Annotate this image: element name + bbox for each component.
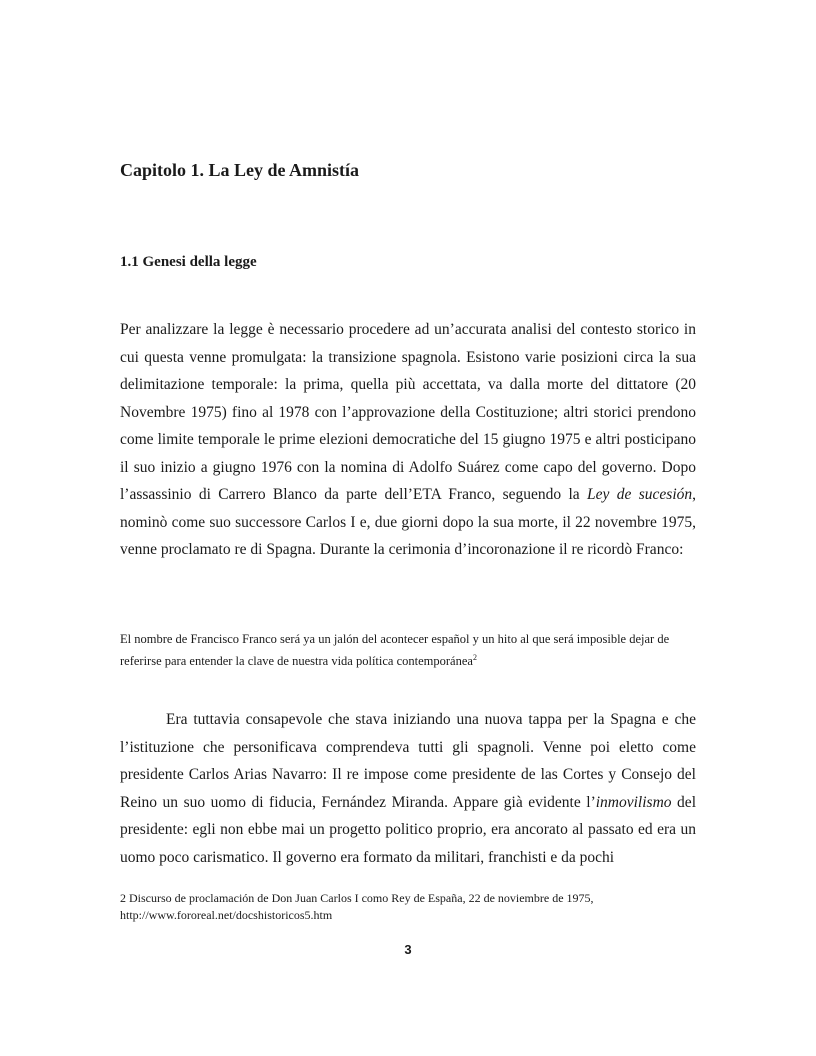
- footnote-reference[interactable]: 2: [472, 652, 477, 662]
- footnote-divider: [120, 880, 280, 881]
- italic-term: inmovilismo: [595, 793, 672, 811]
- italic-term: Ley de sucesión: [587, 486, 693, 503]
- paragraph-text: , nominò come suo successore Carlos I e, due giorni dopo la sua morte, il 22 novembre 1975, venne proclamato re di Spagna. Durante la cerimonia d’incoronazione il re ricordò Franco:: [120, 486, 697, 558]
- paragraph-text: Era tuttavia consapevole che stava iniziando una nuova tappa per la Spagna e che l’istituzione che personificava comprendeva tutti gli spagnoli. Venne poi eletto come presidente Carlos Arias Navarro: Il re impose come presidente de las Cortes y Consejo del Reino un suo uomo di fiducia, Fernández Miranda. Appare già evidente l’: [120, 711, 696, 811]
- page-number: 3: [404, 942, 412, 957]
- section-title: 1.1 Genesi della legge: [120, 254, 257, 270]
- chapter-title: Capitolo 1. La Ley de Amnistía: [120, 160, 360, 180]
- paragraph-text: Per analizzare la legge è necessario procedere ad un’accurata analisi del contesto storico in cui questa venne promulgata: la transizione spagnola. Esistono varie posizioni circa la sua delimitazione temporale: la prima, quella più accettata, va dalla morte del dittatore (20 Novembre 1975) fino al 1978 con l’approvazione della Costituzione; altri storici prendono come limite temporale le prime elezioni democratiche del 15 giugno 1975 e altri posticipano il suo inizio a giugno 1976 con la nomina di Adolfo Suárez come capo del governo. Dopo l’assassinio di Carrero Blanco da parte dell’ETA Franco, seguendo la: [120, 321, 696, 503]
- body-paragraph-2: [120, 706, 696, 871]
- block-quote: [120, 628, 700, 672]
- footnote-link[interactable]: http://www.fororeal.net/docshistoricos5.htm: [120, 908, 333, 922]
- body-paragraph-1: [120, 316, 696, 564]
- footnote: [120, 890, 700, 924]
- paragraph-text: del presidente: egli non ebbe mai un progetto politico proprio, era ancorato al passato ed era un uomo poco carismatico. Il governo era formato da militari, franchisti e da pochi: [120, 793, 696, 866]
- footnote-citation: 2 Discurso de proclamación de Don Juan Carlos I como Rey de España, 22 de noviembre de 1975,: [120, 891, 594, 905]
- quote-text: El nombre de Francisco Franco será ya un jalón del acontecer español y un hito al que será imposible dejar de referirse para entender la clave de nuestra vida política contemporánea: [120, 632, 670, 668]
